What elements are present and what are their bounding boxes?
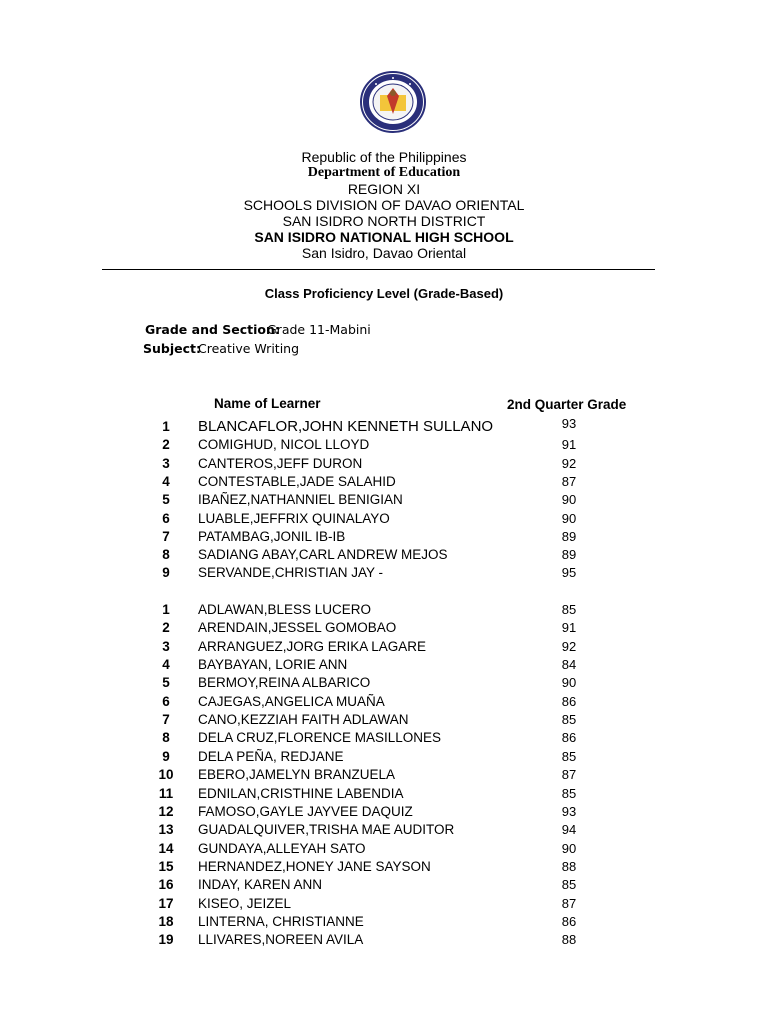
table-row: [0, 876, 768, 894]
row-number: 6: [162, 510, 170, 526]
row-number: 10: [158, 767, 174, 783]
learner-name: GUADALQUIVER,TRISHA MAE AUDITOR: [198, 822, 455, 838]
table-row: [0, 455, 768, 473]
row-number: 2: [162, 437, 170, 453]
row-number: 5: [162, 492, 170, 508]
learner-grade: 90: [561, 840, 577, 856]
row-number: 5: [162, 675, 170, 691]
learner-grade: 86: [561, 913, 577, 929]
learner-grade: 87: [561, 895, 577, 911]
table-row: [0, 436, 768, 454]
learner-grade: 90: [561, 675, 577, 691]
table-row: [0, 510, 768, 528]
learner-grade: 94: [561, 822, 577, 838]
header-district: SAN ISIDRO NORTH DISTRICT: [282, 213, 486, 229]
table-row: [0, 619, 768, 637]
learner-name: DELA CRUZ,FLORENCE MASILLONES: [198, 730, 442, 746]
row-number: 6: [162, 693, 170, 709]
row-number: 9: [162, 565, 170, 581]
table-row: [0, 785, 768, 803]
row-number: 4: [162, 473, 170, 489]
learner-name: CANTEROS,JEFF DURON: [198, 455, 363, 471]
subject-value: Creative Writing: [198, 341, 300, 356]
header-department: Department of Education: [307, 165, 461, 180]
header-republic: Republic of the Philippines: [301, 149, 467, 165]
learner-name: CONTESTABLE,JADE SALAHID: [198, 473, 396, 489]
learner-grade: 87: [561, 473, 577, 489]
subject-label: Subject:: [143, 341, 201, 356]
table-row: [0, 546, 768, 564]
learner-grade: 88: [561, 932, 577, 948]
header-region: REGION XI: [347, 181, 421, 197]
learner-name: EDNILAN,CRISTHINE LABENDIA: [198, 785, 404, 801]
learner-grade: 85: [561, 877, 577, 893]
learner-name: KISEO, JEIZEL: [198, 895, 292, 911]
row-number: 16: [158, 877, 174, 893]
learner-name: LLIVARES,NOREEN AVILA: [198, 932, 364, 948]
learner-grade: 86: [561, 730, 577, 746]
table-row: [0, 766, 768, 784]
column-header-name: Name of Learner: [214, 396, 321, 411]
grade-section-value: Grade 11-Mabini: [267, 322, 371, 337]
learner-grade: 87: [561, 767, 577, 783]
row-number: 18: [158, 913, 174, 929]
column-header-grade: 2nd Quarter Grade: [507, 397, 627, 412]
row-number: 8: [162, 730, 170, 746]
learner-grade: 85: [561, 602, 577, 617]
learner-grade: 91: [561, 437, 577, 453]
learner-name: PATAMBAG,JONIL IB-IB: [198, 528, 346, 544]
row-number: 8: [162, 547, 170, 563]
learner-grade: 88: [561, 858, 577, 874]
grade-section-label: Grade and Section:: [145, 322, 280, 337]
table-row: [0, 528, 768, 546]
learner-name: ARRANGUEZ,JORG ERIKA LAGARE: [198, 638, 427, 654]
header-division: SCHOOLS DIVISION OF DAVAO ORIENTAL: [243, 197, 525, 213]
page-title: Class Proficiency Level (Grade-Based): [264, 286, 504, 301]
row-number: 14: [158, 840, 174, 856]
table-row: [0, 601, 768, 619]
row-number: 13: [158, 822, 174, 838]
row-number: 17: [158, 895, 174, 911]
row-number: 19: [158, 932, 174, 948]
learner-name: BERMOY,REINA ALBARICO: [198, 675, 371, 691]
header-divider: [102, 269, 655, 270]
learner-name: DELA PEÑA, REDJANE: [198, 748, 344, 764]
deped-seal-icon: [358, 70, 428, 134]
row-number: 7: [162, 528, 170, 544]
learner-name: LUABLE,JEFFRIX QUINALAYO: [198, 510, 390, 526]
learner-name: ADLAWAN,BLESS LUCERO: [198, 602, 372, 617]
header-school: SAN ISIDRO NATIONAL HIGH SCHOOL: [254, 229, 514, 245]
table-row: [0, 656, 768, 674]
learner-name: SERVANDE,CHRISTIAN JAY -: [198, 565, 384, 581]
table-row: [0, 674, 768, 692]
table-row: [0, 821, 768, 839]
table-row: [0, 693, 768, 711]
learner-name: ARENDAIN,JESSEL GOMOBAO: [198, 620, 397, 636]
table-row: [0, 840, 768, 858]
learner-grade: 95: [561, 565, 577, 581]
row-number: 1: [162, 602, 170, 617]
table-row: [0, 748, 768, 766]
table-row: [0, 931, 768, 949]
learner-grade: 84: [561, 657, 577, 673]
row-number: 4: [162, 657, 170, 673]
learner-grade: 93: [561, 803, 577, 819]
learner-name: GUNDAYA,ALLEYAH SATO: [198, 840, 366, 856]
table-row: [0, 491, 768, 509]
learner-name: EBERO,JAMELYN BRANZUELA: [198, 767, 396, 783]
table-row: [0, 913, 768, 931]
learner-grade: 93: [561, 416, 577, 431]
learner-name: IBAÑEZ,NATHANNIEL BENIGIAN: [198, 492, 403, 508]
learner-name: SADIANG ABAY,CARL ANDREW MEJOS: [198, 547, 448, 563]
header-address: San Isidro, Davao Oriental: [301, 245, 467, 261]
row-number: 7: [162, 712, 170, 728]
row-number: 11: [158, 785, 174, 801]
row-number: 12: [158, 803, 174, 819]
learner-grade: 89: [561, 547, 577, 563]
table-row: [0, 858, 768, 876]
learner-grade: 85: [561, 748, 577, 764]
row-number: 2: [162, 620, 170, 636]
learner-grade: 91: [561, 620, 577, 636]
learner-grade: 92: [561, 455, 577, 471]
table-row: [0, 729, 768, 747]
learner-grade: 90: [561, 492, 577, 508]
learner-grade: 89: [561, 528, 577, 544]
learner-name: BLANCAFLOR,JOHN KENNETH SULLANO: [198, 418, 494, 435]
row-number: 3: [162, 638, 170, 654]
learner-grade: 92: [561, 638, 577, 654]
table-row: [0, 473, 768, 491]
learner-name: FAMOSO,GAYLE JAYVEE DAQUIZ: [198, 803, 413, 819]
learner-grade: 86: [561, 693, 577, 709]
row-number: 15: [158, 858, 174, 874]
row-number: 3: [162, 455, 170, 471]
learner-name: INDAY, KAREN ANN: [198, 877, 323, 893]
table-row: [0, 895, 768, 913]
row-number: 9: [162, 748, 170, 764]
table-row: [0, 418, 768, 436]
learner-name: CAJEGAS,ANGELICA MUAÑA: [198, 693, 385, 709]
table-row: [0, 803, 768, 821]
table-row: [0, 711, 768, 729]
learner-grade: 85: [561, 712, 577, 728]
learner-name: BAYBAYAN, LORIE ANN: [198, 657, 348, 673]
learner-name: CANO,KEZZIAH FAITH ADLAWAN: [198, 712, 409, 728]
learner-name: LINTERNA, CHRISTIANNE: [198, 913, 364, 929]
table-row: [0, 638, 768, 656]
row-number: 1: [162, 419, 170, 434]
learner-grade: 85: [561, 785, 577, 801]
learner-grade: 90: [561, 510, 577, 526]
learner-name: COMIGHUD, NICOL LLOYD: [198, 437, 370, 453]
learner-name: HERNANDEZ,HONEY JANE SAYSON: [198, 858, 431, 874]
table-row: [0, 564, 768, 582]
